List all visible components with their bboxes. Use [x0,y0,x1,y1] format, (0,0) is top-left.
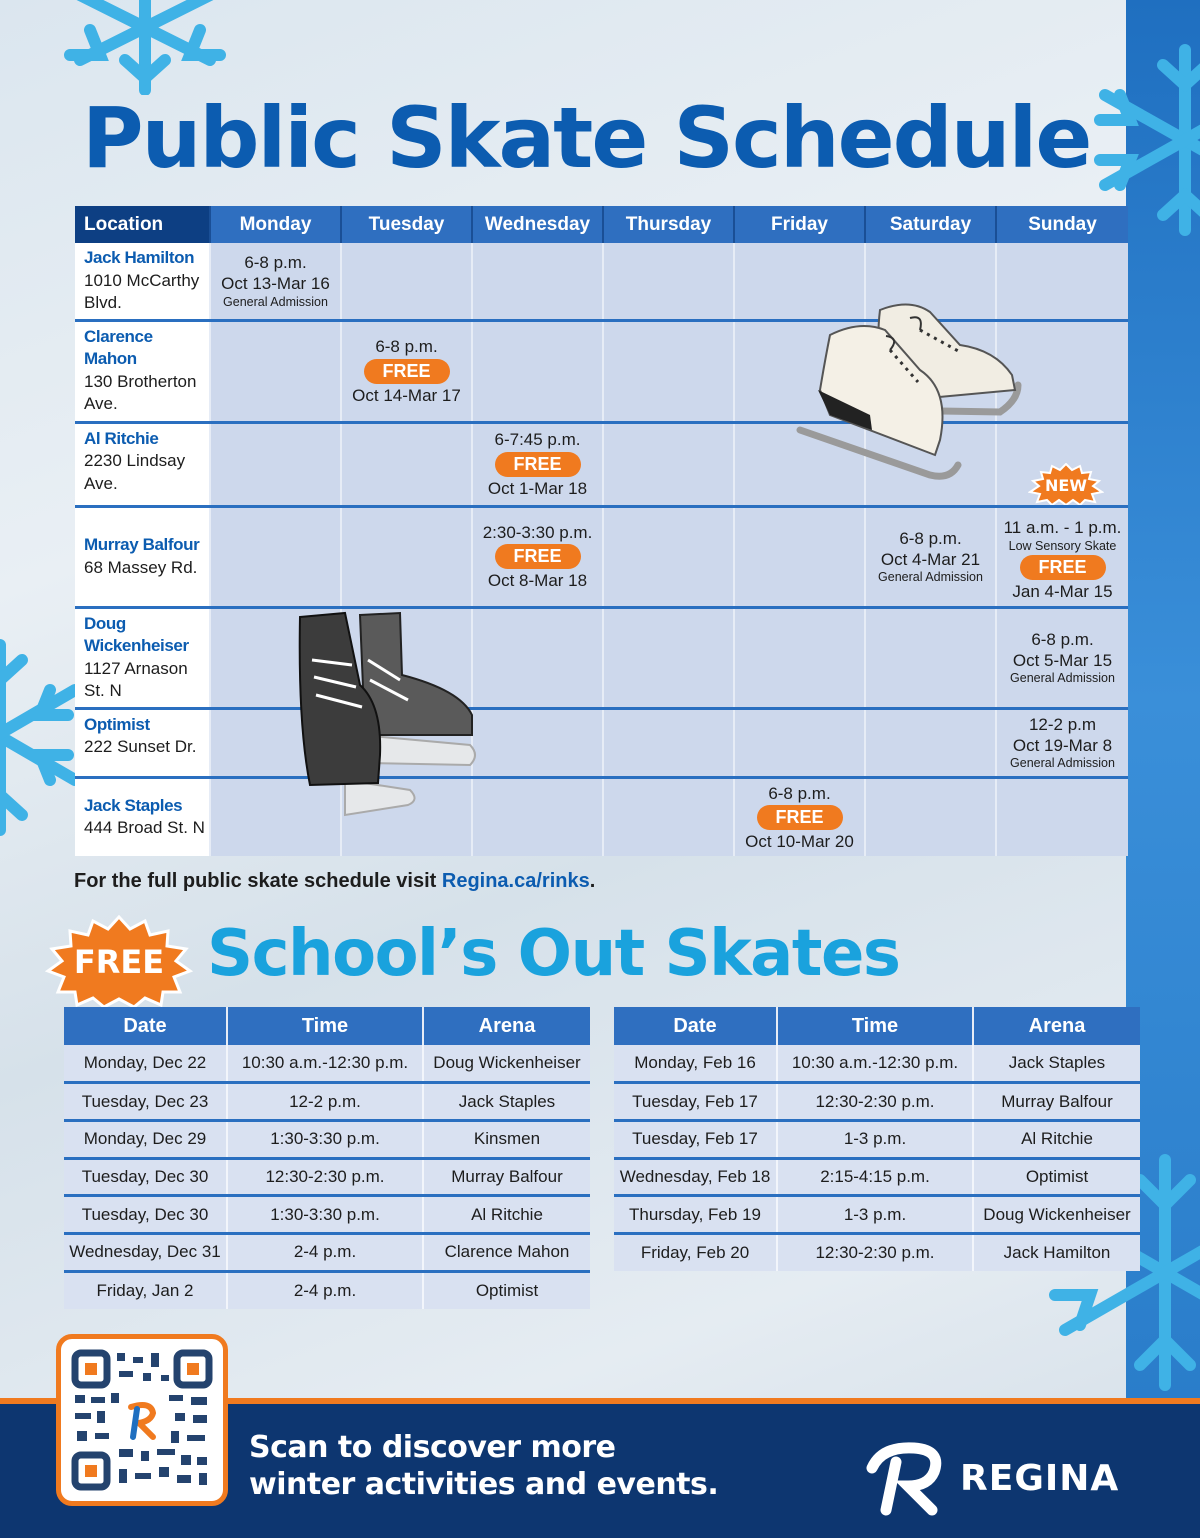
schedule-cell [603,320,734,422]
session-note: General Admission [223,294,328,309]
location-cell [75,320,210,422]
date-cell: Tuesday, Feb 17 [614,1083,777,1121]
table-row [64,1271,590,1309]
session-dates: Oct 10-Mar 20 [745,831,854,851]
page-title: Public Skate Schedule [82,89,1091,187]
location-name: Murray Balfour [84,534,200,554]
table-row [614,1120,1140,1158]
column-header-monday: Monday [210,206,341,243]
schedule-cell [472,607,603,708]
time-cell: 10:30 a.m.-12:30 p.m. [777,1045,973,1083]
session-time: 11 a.m. - 1 p.m. [1003,518,1122,538]
time-cell: 12:30-2:30 p.m. [777,1083,973,1121]
free-badge: FREE [495,452,581,477]
schedule-cell [996,607,1128,708]
location-address: 1010 McCarthy [84,270,200,290]
schedule-cell [603,243,734,320]
qr-code-icon [61,1339,223,1501]
schedule-cell [472,777,603,856]
schedule-cell [865,506,996,607]
column-header-wednesday: Wednesday [472,206,603,243]
free-burst-icon [44,915,194,1007]
time-cell: 1:30-3:30 p.m. [227,1120,423,1158]
location-cell [75,506,210,607]
time-cell: 2-4 p.m. [227,1233,423,1271]
schedule-row [75,607,1128,708]
session-dates: Oct 4-Mar 21 [880,550,981,569]
footer-message [249,1430,718,1503]
schedule-cell [472,320,603,422]
schedule-cell [341,320,472,422]
location-cell [75,777,210,856]
column-header-date: Date [64,1007,227,1045]
column-header-time: Time [227,1007,423,1045]
date-cell: Friday, Jan 2 [64,1271,227,1309]
arena-cell: Al Ritchie [973,1120,1140,1158]
schedule-cell [734,708,865,777]
hockey-skates-illustration [290,605,490,820]
snowflake-icon [0,630,80,840]
date-cell: Monday, Dec 29 [64,1120,227,1158]
location-cell [75,422,210,506]
location-address: Ave. [84,394,118,414]
footer-line-1: Scan to discover more [249,1430,616,1465]
schools-out-table-february [614,1007,1140,1271]
arena-cell: Kinsmen [423,1120,590,1158]
session-time: 2:30-3:30 p.m. [482,522,593,542]
schedule-header-row [75,206,1128,243]
column-header-location: Location [75,206,210,243]
table-row [614,1196,1140,1234]
schedule-cell [210,506,341,607]
qr-code[interactable] [56,1334,228,1506]
schedule-cell [865,607,996,708]
location-name: Jack Staples [84,795,183,815]
regina-logo-icon [862,1440,950,1516]
session-time: 6-8 p.m. [899,528,962,548]
arena-cell: Murray Balfour [973,1083,1140,1121]
table-row [614,1083,1140,1121]
schedule-cell [603,708,734,777]
schedule-cell [734,777,865,856]
arena-cell: Doug Wickenheiser [423,1045,590,1083]
location-address: 130 Brotherton [84,371,197,391]
column-header-thursday: Thursday [603,206,734,243]
table-row [614,1045,1140,1083]
location-name: Clarence [84,326,153,346]
schedule-cell [734,607,865,708]
location-address: 222 Sunset Dr. [84,737,197,757]
rinks-link[interactable]: Regina.ca/rinks [441,870,590,892]
session-dates: Jan 4-Mar 15 [1012,581,1113,601]
schedule-cell [210,243,341,320]
time-cell: 2-4 p.m. [227,1271,423,1309]
schools-out-table-december [64,1007,590,1309]
time-cell: 1-3 p.m. [777,1120,973,1158]
schedule-cell [472,243,603,320]
arena-cell: Optimist [973,1158,1140,1196]
location-name: Optimist [84,714,150,734]
schedule-cell [603,777,734,856]
column-header-arena: Arena [973,1007,1140,1045]
free-badge: FREE [1020,555,1106,580]
location-name: Mahon [84,349,137,369]
date-cell: Monday, Feb 16 [614,1045,777,1083]
schedule-cell [996,708,1128,777]
arena-cell: Optimist [423,1271,590,1309]
free-badge: FREE [495,544,581,569]
location-address: 2230 Lindsay [84,451,186,471]
regina-brand-name: REGINA [960,1458,1120,1499]
free-badge: FREE [757,805,843,830]
session-time: 6-8 p.m. [375,337,438,357]
free-badge: FREE [364,359,450,384]
new-badge-icon [1028,463,1104,505]
figure-skates-illustration [790,290,1030,490]
arena-cell: Al Ritchie [423,1196,590,1234]
session-dates: Oct 5-Mar 15 [1012,651,1113,670]
schedule-cell [603,607,734,708]
date-cell: Tuesday, Dec 30 [64,1196,227,1234]
time-cell: 12:30-2:30 p.m. [227,1158,423,1196]
schedule-cell [472,708,603,777]
schedule-cell [210,422,341,506]
column-header-sunday: Sunday [996,206,1128,243]
schedule-cell [341,506,472,607]
location-address: Ave. [84,473,118,493]
date-cell: Thursday, Feb 19 [614,1196,777,1234]
schedule-cell [734,506,865,607]
schedule-cell [865,708,996,777]
session-note: General Admission [1010,671,1115,686]
session-dates: Oct 14-Mar 17 [352,385,461,405]
schedule-row [75,777,1128,856]
schedule-cell [996,506,1128,607]
column-header-time: Time [777,1007,973,1045]
location-cell [75,607,210,708]
schedule-cell [996,777,1128,856]
schedule-cell [603,506,734,607]
table-row [64,1196,590,1234]
table-row [64,1120,590,1158]
full-schedule-note [74,870,595,893]
time-cell: 12-2 p.m. [227,1083,423,1121]
session-dates: Oct 13-Mar 16 [221,274,330,294]
new-badge-text: NEW [1045,476,1087,495]
arena-cell: Jack Staples [423,1083,590,1121]
date-cell: Tuesday, Dec 23 [64,1083,227,1121]
table-header-row [64,1007,590,1045]
location-address: Blvd. [84,293,122,313]
schedule-cell [210,320,341,422]
location-cell [75,708,210,777]
snowflake-icon [60,0,230,95]
session-time: 6-8 p.m. [768,783,831,803]
schedule-cell [865,777,996,856]
location-cell [75,243,210,320]
column-header-tuesday: Tuesday [341,206,472,243]
schedule-cell [341,243,472,320]
location-address: 68 Massey Rd. [84,557,198,577]
schedule-row [75,506,1128,607]
location-name: Jack Hamilton [84,248,195,267]
table-row [614,1158,1140,1196]
table-row [64,1233,590,1271]
time-cell: 12:30-2:30 p.m. [777,1233,973,1271]
location-name: Doug [84,613,126,633]
table-row [64,1083,590,1121]
schedule-cell [472,506,603,607]
date-cell: Wednesday, Dec 31 [64,1233,227,1271]
arena-cell: Murray Balfour [423,1158,590,1196]
table-row [64,1158,590,1196]
table-row [64,1045,590,1083]
time-cell: 10:30 a.m.-12:30 p.m. [227,1045,423,1083]
session-note: General Admission [878,570,983,585]
column-header-saturday: Saturday [865,206,996,243]
session-time: 6-8 p.m. [1031,629,1094,649]
time-cell: 1:30-3:30 p.m. [227,1196,423,1234]
footer-line-2: winter activities and events. [249,1466,719,1502]
arena-cell: Clarence Mahon [423,1233,590,1271]
date-cell: Friday, Feb 20 [614,1233,777,1271]
session-note: General Admission [1010,756,1115,771]
session-dates: Oct 1-Mar 18 [487,478,588,498]
table-header-row [614,1007,1140,1045]
location-address: St. N [84,681,122,701]
date-cell: Monday, Dec 22 [64,1045,227,1083]
note-end: . [589,870,596,892]
column-header-date: Date [614,1007,777,1045]
session-time: 6-7:45 p.m. [494,430,581,450]
schedule-row [75,708,1128,777]
free-burst-text: FREE [73,943,165,981]
session-dates: Oct 8-Mar 18 [487,571,588,590]
date-cell: Tuesday, Dec 30 [64,1158,227,1196]
session-time: 12-2 p.m [1028,714,1097,734]
date-cell: Wednesday, Feb 18 [614,1158,777,1196]
schedule-cell [341,422,472,506]
session-note: Low Sensory Skate [1008,538,1117,553]
session-time: 6-8 p.m. [244,253,307,272]
date-cell: Tuesday, Feb 17 [614,1120,777,1158]
arena-cell: Jack Staples [973,1045,1140,1083]
time-cell: 1-3 p.m. [777,1196,973,1234]
session-dates: Oct 19-Mar 8 [1012,736,1113,755]
schedule-cell [472,422,603,506]
location-name: Wickenheiser [84,636,189,656]
schedule-cell [603,422,734,506]
column-header-arena: Arena [423,1007,590,1045]
location-name: Al Ritchie [84,428,159,448]
table-row [614,1233,1140,1271]
arena-cell: Jack Hamilton [973,1233,1140,1271]
note-text: For the full public skate schedule visit [74,870,442,892]
time-cell: 2:15-4:15 p.m. [777,1158,973,1196]
column-header-friday: Friday [734,206,865,243]
location-address: 444 Broad St. N [84,818,205,838]
arena-cell: Doug Wickenheiser [973,1196,1140,1234]
location-address: 1127 Arnason [84,658,188,678]
schools-out-title: School’s Out Skates [207,917,900,991]
